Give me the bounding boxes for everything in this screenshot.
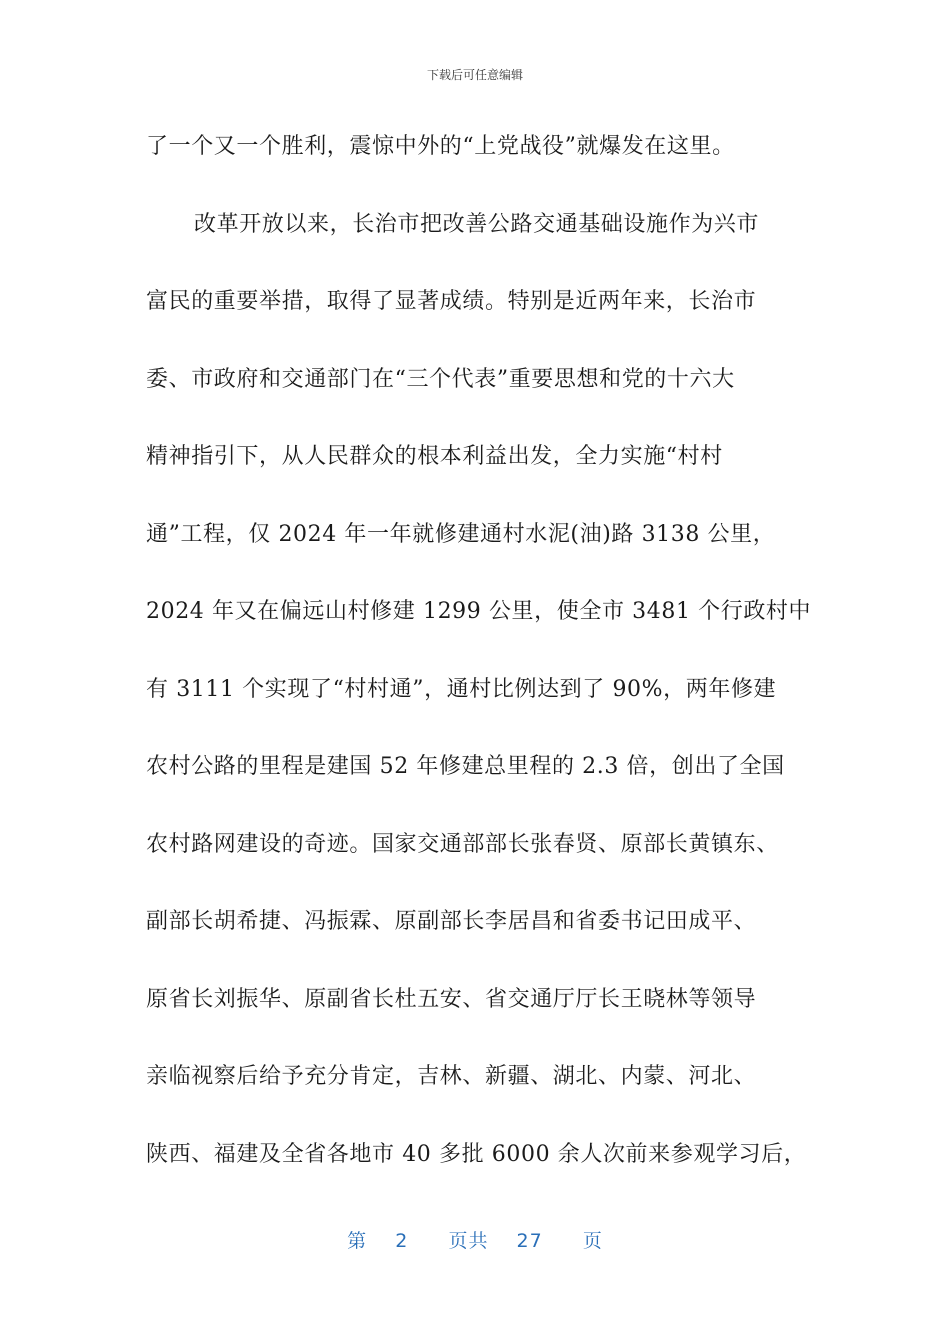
page-label-prefix: 第 bbox=[347, 1230, 368, 1252]
page-label-suffix: 页 bbox=[582, 1230, 603, 1252]
body-line: 亲临视察后给予充分肯定，吉林、新疆、湖北、内蒙、河北、 bbox=[146, 1064, 757, 1089]
body-line: 了一个又一个胜利，震惊中外的“上党战役”就爆发在这里。 bbox=[146, 134, 735, 159]
page-header-note: 下载后可任意编辑 bbox=[426, 68, 523, 82]
body-line: 精神指引下，从人民群众的根本利益出发，全力实施“村村 bbox=[146, 444, 723, 469]
body-line: 2024 年又在偏远山村修建 1299 公里，使全市 3481 个行政村中 bbox=[146, 599, 812, 624]
body-line: 农村公路的里程是建国 52 年修建总里程的 2.3 倍，创出了全国 bbox=[146, 754, 785, 779]
paragraph-first-line: 改革开放以来，长治市把改善公路交通基础设施作为兴市 bbox=[194, 211, 760, 237]
current-page-number: 2 bbox=[395, 1230, 409, 1252]
body-line: 副部长胡希捷、冯振霖、原副部长李居昌和省委书记田成平、 bbox=[146, 909, 757, 934]
document-body bbox=[146, 124, 812, 1209]
page-number-footer bbox=[0, 1226, 950, 1253]
body-line: 陕西、福建及全省各地市 40 多批 6000 余人次前来参观学习后， bbox=[146, 1141, 807, 1167]
total-page-count: 27 bbox=[516, 1230, 543, 1252]
body-line: 原省长刘振华、原副省长杜五安、省交通厅厅长王晓林等领导 bbox=[146, 986, 757, 1012]
body-line: 农村路网建设的奇迹。国家交通部部长张春贤、原部长黄镇东、 bbox=[146, 831, 779, 857]
body-line: 委、市政府和交通部门在“三个代表”重要思想和党的十六大 bbox=[146, 366, 735, 392]
body-line: 通”工程，仅 2024 年一年就修建通村水泥(油)路 3138 公里， bbox=[146, 521, 776, 547]
page-label-middle: 页共 bbox=[448, 1230, 489, 1252]
body-line: 有 3111 个实现了“村村通”，通村比例达到了 90%，两年修建 bbox=[146, 676, 777, 702]
body-line: 富民的重要举措，取得了显著成绩。特别是近两年来，长治市 bbox=[146, 289, 757, 314]
